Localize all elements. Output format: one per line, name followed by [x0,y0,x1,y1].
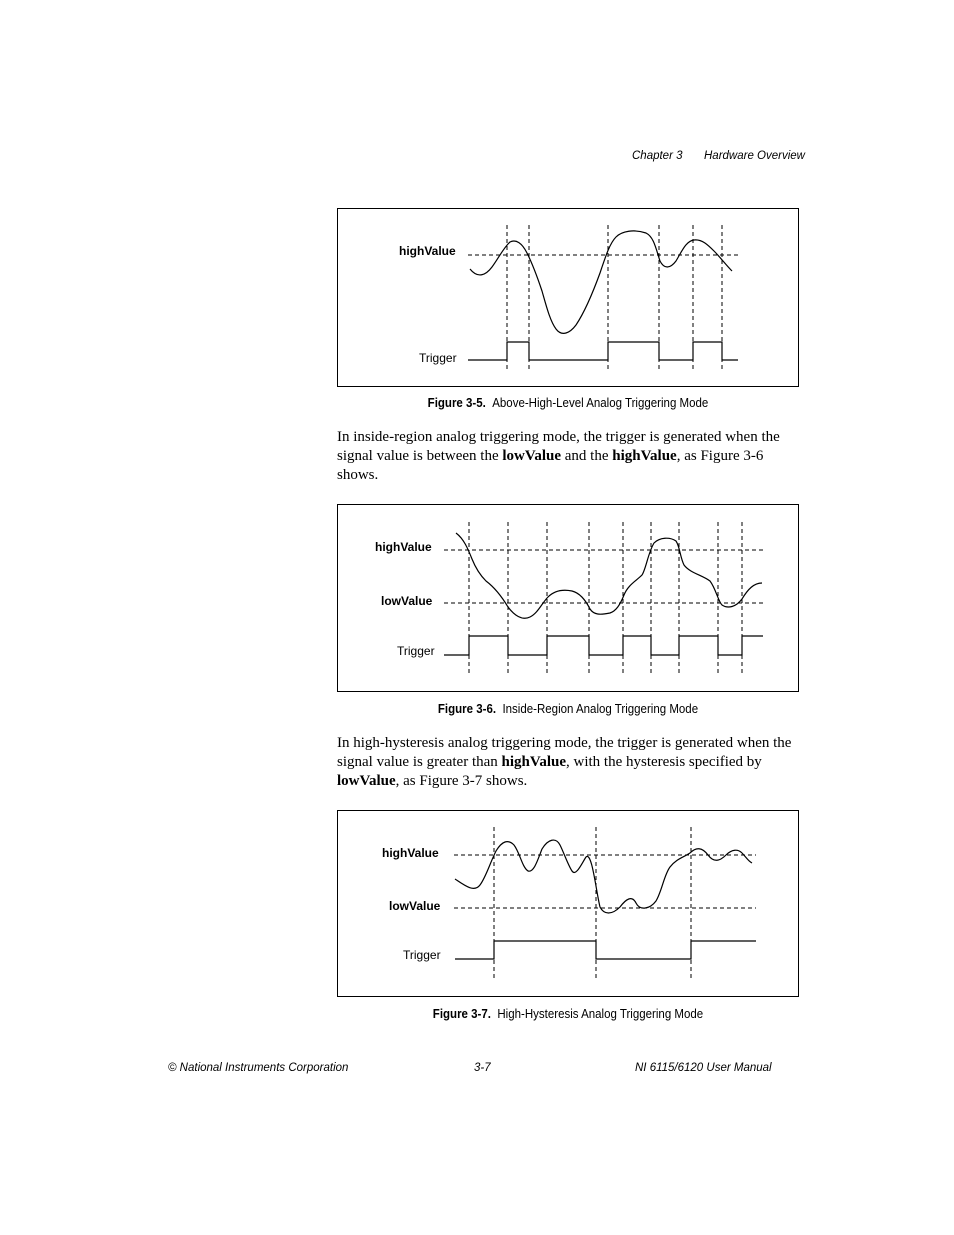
dashed-guides [468,225,738,371]
para-bold-term: lowValue [502,448,561,464]
paragraph-inside-region [337,428,807,485]
para-bold-term: highValue [612,448,677,464]
para-text: , as Figure 3-6 shows. [337,448,764,483]
figure-3-7 [337,810,799,997]
paragraph-high-hysteresis [337,734,807,791]
caption-text: Above-High-Level Analog Triggering Mode [492,396,709,410]
section-title: Hardware Overview [704,150,805,162]
page-number: 3-7 [474,1062,491,1074]
trigger-label: Trigger [397,644,435,658]
dashed-guides [454,827,756,979]
figure-3-6-caption [355,702,780,716]
para-text: In high-hysteresis analog triggering mode, the trigger is generated when the signal value is greater than [337,735,792,770]
figure-3-5 [337,208,799,387]
low-value-label: lowValue [389,899,441,913]
caption-text: High-Hysteresis Analog Triggering Mode [497,1007,704,1021]
signal-waveform [455,840,752,913]
para-text: , with the hysteresis specified by [566,754,762,770]
page-footer [0,1062,954,1078]
figure-3-7-diagram [338,811,800,998]
para-text: , as Figure 3-7 shows. [395,773,528,789]
footer-copyright: © National Instruments Corporation [168,1062,349,1074]
para-text: In inside-region analog triggering mode, the trigger is generated when the signal value is between the [337,429,780,464]
trigger-label: Trigger [419,351,457,365]
caption-number: Figure 3-7. [432,1007,491,1021]
trigger-waveform [444,636,763,655]
figure-3-6-diagram [338,505,800,693]
figure-3-5-caption [355,396,780,410]
signal-waveform [456,533,762,618]
figure-3-6 [337,504,799,692]
para-bold-term: lowValue [337,773,396,789]
figure-3-7-caption [355,1007,780,1021]
para-bold-term: highValue [501,754,567,770]
high-value-label: highValue [375,540,432,554]
high-value-label: highValue [399,244,456,258]
trigger-label: Trigger [403,948,441,962]
low-value-label: lowValue [381,594,433,608]
caption-text: Inside-Region Analog Triggering Mode [502,702,699,716]
trigger-waveform [455,941,756,959]
dashed-guides [444,522,763,675]
page-header [0,150,954,166]
high-value-label: highValue [382,846,439,860]
trigger-waveform [468,342,738,360]
footer-manual-title: NI 6115/6120 User Manual [635,1062,772,1074]
chapter-label: Chapter 3 [632,150,683,162]
figure-3-5-diagram [338,209,800,388]
para-text: and the [561,448,613,464]
caption-number: Figure 3-6. [437,702,497,716]
caption-number: Figure 3-5. [427,396,486,410]
